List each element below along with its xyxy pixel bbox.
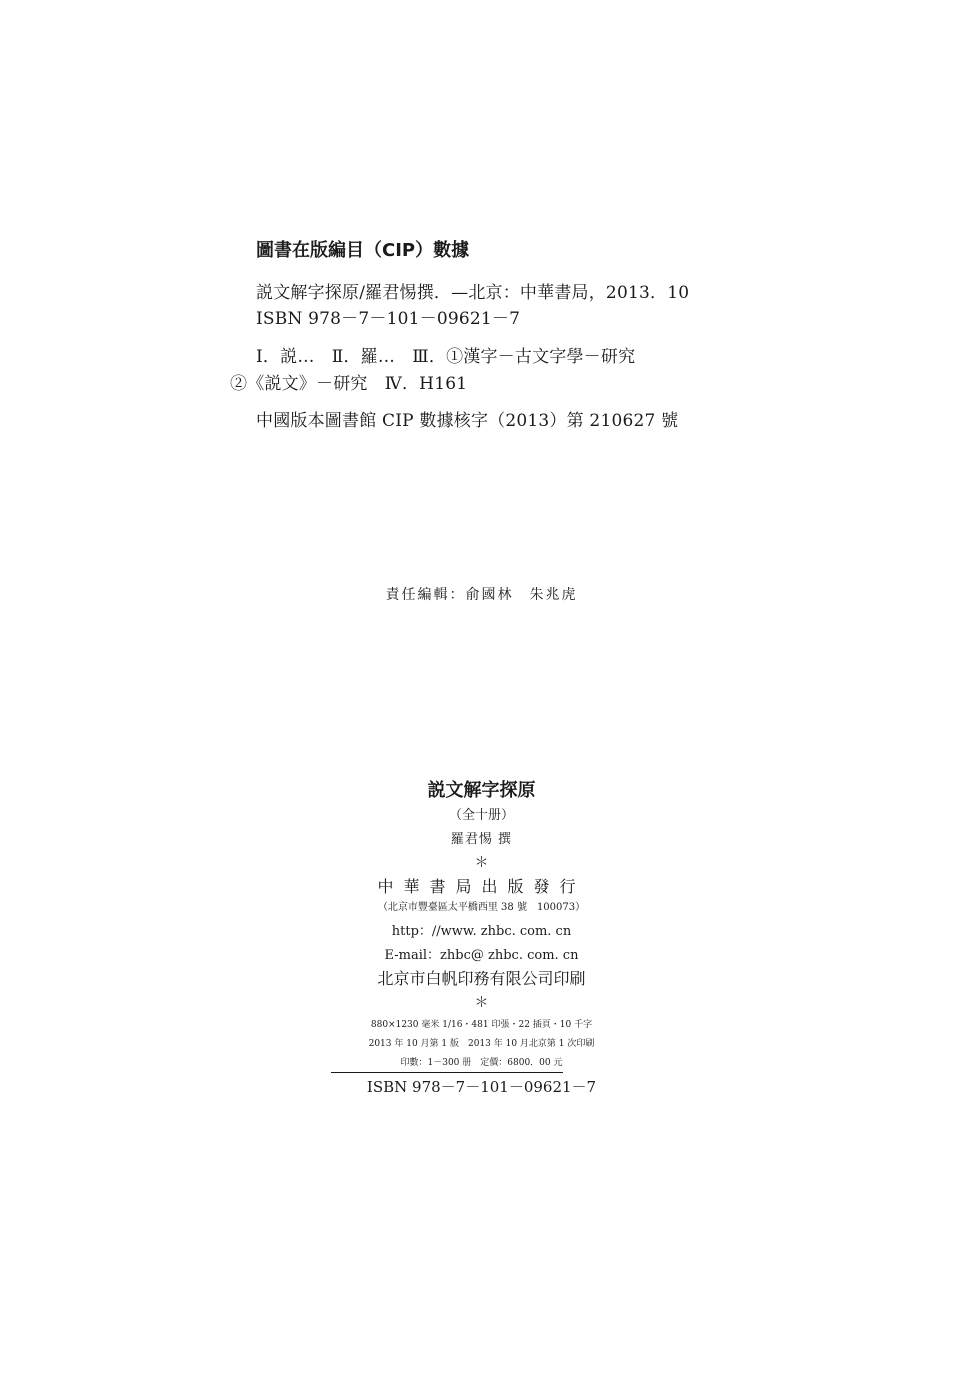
publisher-email: E-mail：zhbc@ zhbc. com. cn: [384, 948, 579, 963]
cip-subject-line-2: ②《説文》－研究 Ⅳ．H161: [230, 374, 468, 394]
print-run-price: 印數：1－300 册 定價：6800．00 元: [400, 1058, 563, 1068]
book-title: 説文解字探原: [427, 780, 536, 801]
cip-title: 圖書在版編目（CIP）數據: [256, 240, 470, 261]
isbn: ISBN 978－7－101－09621－7: [366, 1078, 597, 1096]
separator-star: ＊: [474, 855, 489, 871]
cip-record-number: 中國版本圖書館 CIP 數據核字（2013）第 210627 號: [256, 411, 679, 431]
publisher: 中華書局出版發行: [377, 877, 586, 896]
volume-count: （全十册）: [448, 808, 514, 823]
divider-line: [331, 1072, 563, 1073]
publisher-address: （北京市豐臺區太平橋西里 38 號 100073）: [377, 902, 586, 913]
cip-bibliographic-line: 説文解字探原/羅君惕撰．—北京：中華書局，2013．10: [256, 283, 690, 303]
format-specification: 880×1230 毫米 1/16・481 印張・22 插頁・10 千字: [370, 1020, 593, 1030]
publisher-website: http：//www. zhbc. com. cn: [391, 924, 572, 939]
author: 羅君惕 撰: [450, 832, 513, 847]
separator-star: ＊: [474, 995, 489, 1011]
cip-isbn-line: ISBN 978－7－101－09621－7: [256, 309, 521, 329]
responsible-editors: 責任編輯：俞國林 朱兆虎: [385, 587, 578, 603]
edition-printing: 2013 年 10 月第 1 版 2013 年 10 月北京第 1 次印刷: [368, 1039, 595, 1049]
printer: 北京市白帆印務有限公司印刷: [377, 969, 586, 988]
cip-subject-line-1: Ⅰ．説… Ⅱ．羅… Ⅲ．①漢字－古文字學－研究: [256, 347, 636, 367]
